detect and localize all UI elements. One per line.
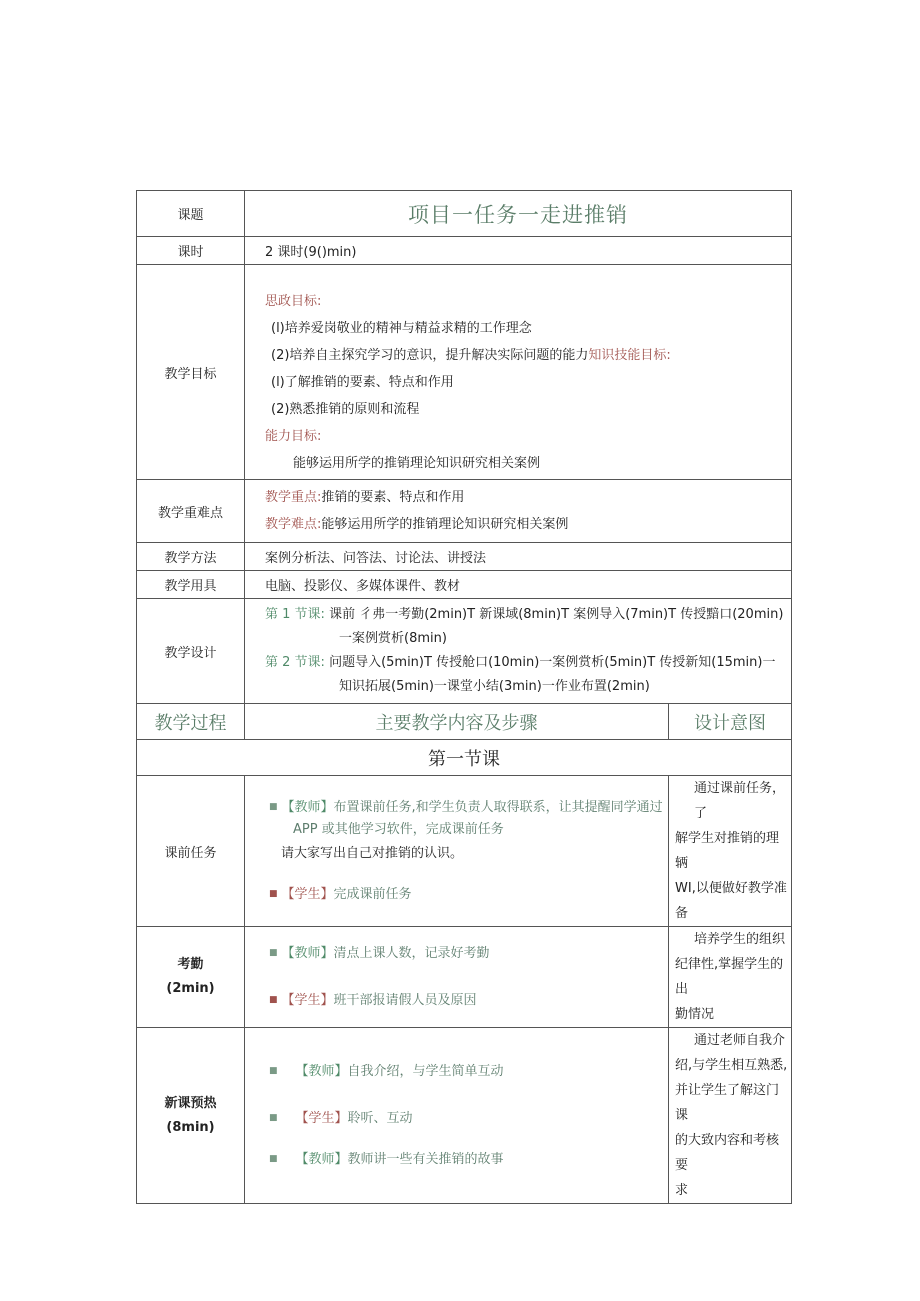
square-bullet-icon: ■ xyxy=(269,948,278,958)
tools-row xyxy=(137,571,792,599)
process-header: 教学过程 xyxy=(137,704,245,740)
section-title: 第一节课 xyxy=(137,740,792,776)
focus-label: 教学重点: xyxy=(265,490,322,505)
hours-row xyxy=(137,237,792,265)
objective-item: (l)了解推销的要素、特点和作用 xyxy=(271,374,454,390)
intent-header: 设计意图 xyxy=(669,704,792,740)
square-bullet-icon: ■ xyxy=(269,1154,278,1164)
objective-item: (l)培养爱岗敬业的精神与精益求精的工作理念 xyxy=(271,320,532,336)
ideological-objective-heading: 思政目标: xyxy=(265,293,322,309)
square-bullet-icon: ■ xyxy=(269,995,278,1005)
difficulty-label: 教学难点: xyxy=(265,517,322,532)
lesson-1-label: 第 1 节课: xyxy=(265,607,325,622)
student-step: ■ 【学生】完成课前任务 xyxy=(269,887,412,902)
student-tag: 【学生】 xyxy=(295,1111,348,1126)
key-points-label: 教学重难点 xyxy=(137,480,245,543)
lesson-plan-table xyxy=(136,190,792,1204)
warmup-intent: 通过老师自我介 绍,与学生相互熟悉, 并让学生了解这门课 的大致内容和考核要 求 xyxy=(669,1028,792,1204)
student-step: ■ 【学生】聆听、互动 xyxy=(269,1111,413,1126)
square-bullet-icon: ■ xyxy=(269,889,278,899)
teacher-tag: 【教师】 xyxy=(281,946,334,961)
teaching-focus: 教学重点:推销的要素、特点和作用 xyxy=(265,490,465,505)
attendance-row xyxy=(137,927,792,1028)
methods-row xyxy=(137,543,792,571)
section-row xyxy=(137,740,792,776)
student-tag: 【学生】 xyxy=(281,993,334,1008)
square-bullet-icon: ■ xyxy=(269,802,278,812)
methods-label: 教学方法 xyxy=(137,543,245,571)
teacher-step: ■ 【教师】教师讲一些有关推销的故事 xyxy=(269,1152,504,1167)
student-step: ■ 【学生】班干部报请假人员及原因 xyxy=(269,993,477,1008)
lesson-title: 项目一任务一走进推销 xyxy=(245,191,792,237)
pre-class-label: 课前任务 xyxy=(137,776,245,927)
lesson-1-design: 第 1 节课: 课前 彳弗一考勤(2min)T 新课域(8min)T 案例导入(7min)T 传授黯口(20min)一案例赏析(8min) xyxy=(265,607,784,646)
objectives-label: 教学目标 xyxy=(137,265,245,480)
teacher-step: ■ 【教师】清点上课人数，记录好考勤 xyxy=(269,946,490,961)
hours-label: 课时 xyxy=(137,237,245,265)
key-points-row xyxy=(137,480,792,543)
key-points-content xyxy=(245,480,792,543)
topic-label: 课题 xyxy=(137,191,245,237)
attendance-content xyxy=(245,927,669,1028)
warmup-label: 新课预热 (8min) xyxy=(137,1028,245,1204)
methods-value: 案例分析法、问答法、讨论法、讲授法 xyxy=(245,543,792,571)
objective-item: (2)培养自主探究学习的意识，提升解决实际问题的能力知识技能目标: xyxy=(271,347,671,363)
objective-item: (2)熟悉推销的原则和流程 xyxy=(271,401,420,417)
attendance-intent: 培养学生的组织 纪律性,掌握学生的出 勤情况 xyxy=(669,927,792,1028)
process-header-row xyxy=(137,704,792,740)
ability-objective-heading: 能力目标: xyxy=(265,428,322,444)
design-label: 教学设计 xyxy=(137,599,245,704)
design-row xyxy=(137,599,792,704)
teacher-step-continued: APP 或其他学习软件，完成课前任务 xyxy=(293,822,504,837)
teacher-step: ■ 【教师】自我介绍，与学生简单互动 xyxy=(269,1064,504,1079)
square-bullet-icon: ■ xyxy=(269,1113,278,1123)
design-content xyxy=(245,599,792,704)
teacher-tag: 【教师】 xyxy=(295,1152,348,1167)
tools-label: 教学用具 xyxy=(137,571,245,599)
warmup-content xyxy=(245,1028,669,1204)
pre-class-row xyxy=(137,776,792,927)
student-tag: 【学生】 xyxy=(281,887,334,902)
objective-item: 能够运用所学的推销理论知识研究相关案例 xyxy=(293,455,541,471)
tools-value: 电脑、投影仪、多媒体课件、教材 xyxy=(245,571,792,599)
warmup-row xyxy=(137,1028,792,1204)
attendance-label: 考勤 (2min) xyxy=(137,927,245,1028)
pre-class-content xyxy=(245,776,669,927)
topic-row xyxy=(137,191,792,237)
lesson-2-label: 第 2 节课: xyxy=(265,655,325,670)
content-header: 主要教学内容及步骤 xyxy=(245,704,669,740)
instruction-text: 请大家写出自己对推销的认识。 xyxy=(281,846,464,861)
objectives-row xyxy=(137,265,792,480)
objectives-content xyxy=(245,265,792,480)
knowledge-objective-heading: 知识技能目标: xyxy=(588,347,671,363)
teaching-difficulty: 教学难点:能够运用所学的推销理论知识研究相关案例 xyxy=(265,517,569,532)
hours-value: 2 课时(9()min) xyxy=(245,237,792,265)
pre-class-intent: 通过课前任务，了 解学生对推销的理辆 WI,以便做好教学准 备 xyxy=(669,776,792,927)
teacher-tag: 【教师】 xyxy=(295,1064,348,1079)
square-bullet-icon: ■ xyxy=(269,1066,278,1076)
teacher-step: ■ 【教师】布置课前任务,和学生负责人取得联系，让其提醒同学通过 xyxy=(269,800,663,815)
teacher-tag: 【教师】 xyxy=(281,800,334,815)
lesson-2-design: 第 2 节课: 问题导入(5min)T 传授舱口(10min)一案例赏析(5min)T 传授新知(15min)一知识拓展(5min)一课堂小结(3min)一作业布置(2min) xyxy=(265,655,776,694)
